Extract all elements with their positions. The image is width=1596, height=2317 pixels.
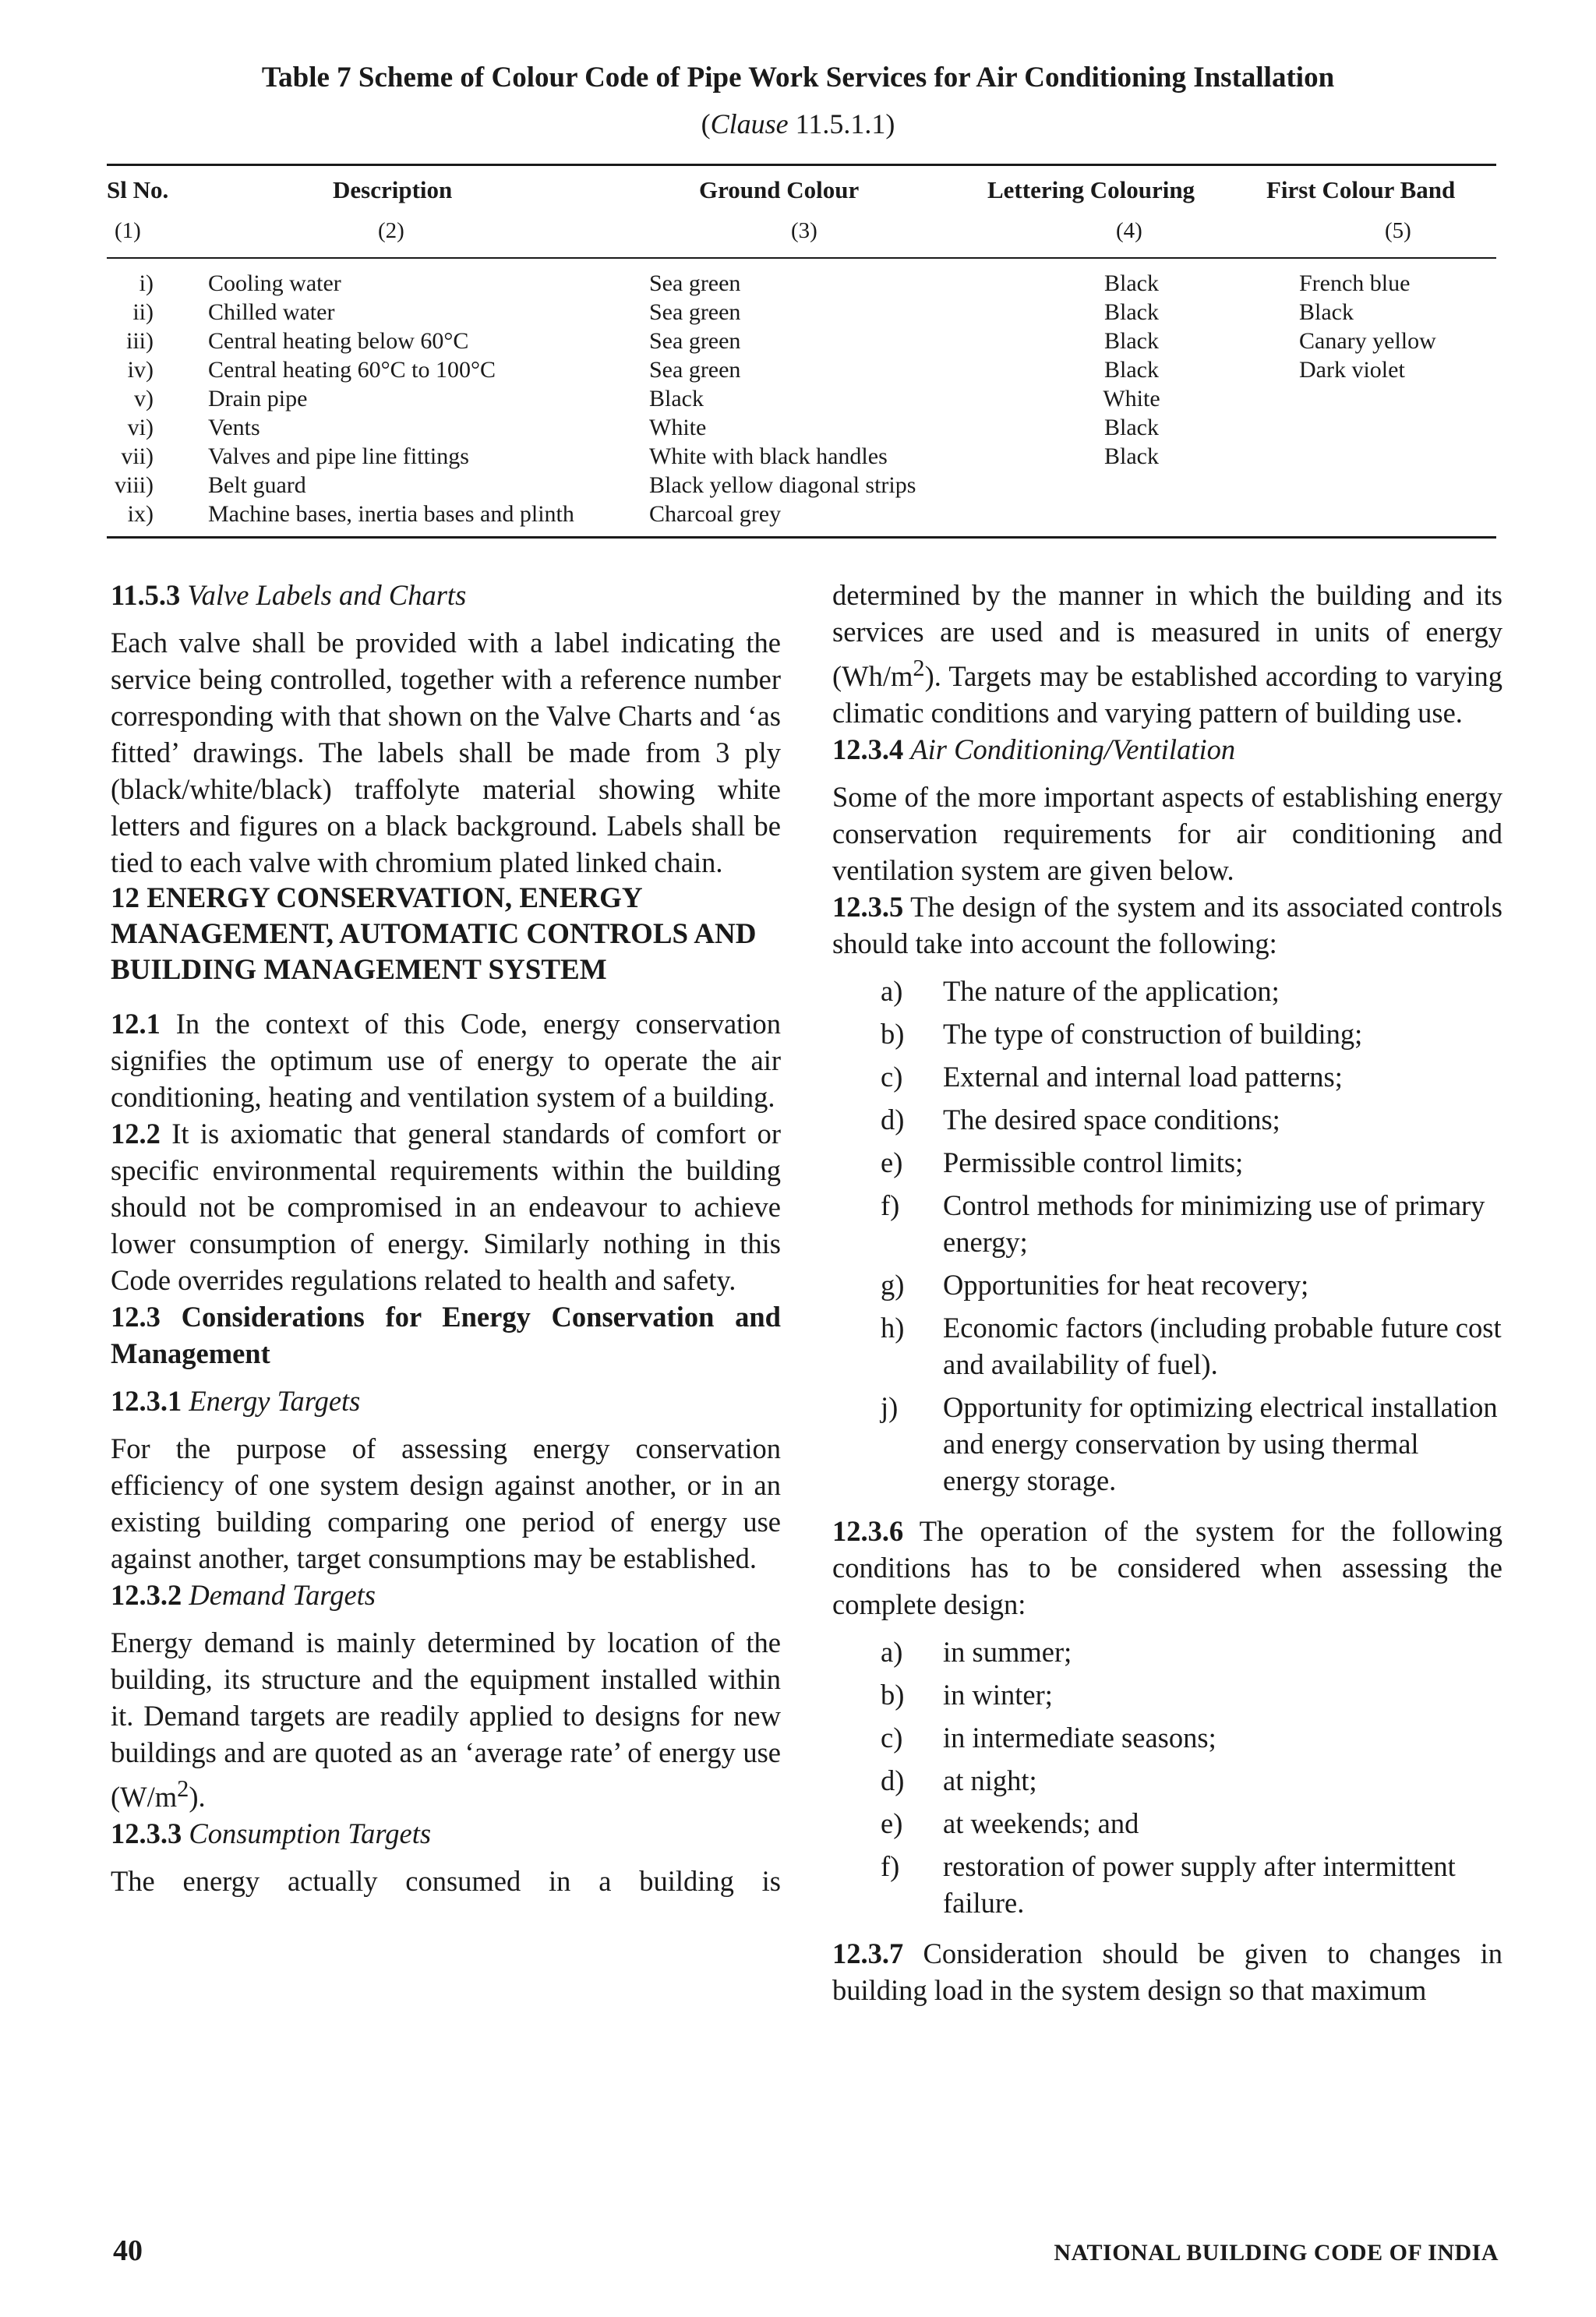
row-sl-no: viii) — [115, 472, 154, 498]
list-item — [832, 1015, 1502, 1052]
row-ground-colour: White with black handles — [649, 443, 888, 469]
list-item-text: in winter; — [943, 1679, 1053, 1711]
row-description: Machine bases, inertia bases and plinth — [208, 501, 574, 527]
col-number-1: (1) — [115, 218, 141, 243]
row-ground-colour: Black yellow diagonal strips — [649, 472, 916, 498]
list-item-label: e) — [881, 1146, 903, 1179]
list-item-text: The type of construction of building; — [943, 1018, 1363, 1051]
row-ground-colour: Sea green — [649, 270, 741, 296]
list-item-label: a) — [881, 975, 903, 1008]
row-description: Central heating 60°C to 100°C — [208, 357, 496, 383]
list-item-text: Control methods for minimizing use of primary energy; — [943, 1189, 1485, 1259]
paragraph-text: In the context of this Code, energy conservation signifies the optimum use of energy to operate the air conditioning, heating and ventilation system of a building. — [111, 1008, 781, 1113]
page-number: 40 — [113, 2234, 143, 2267]
row-sl-no: iii) — [126, 328, 154, 354]
row-description: Central heating below 60°C — [208, 328, 469, 354]
section-12-3-4-heading — [832, 731, 1502, 768]
section-12-3-3-heading — [111, 1815, 781, 1852]
table-row — [107, 471, 1496, 500]
section-title: Valve Labels and Charts — [187, 579, 467, 611]
row-sl-no: vi) — [127, 415, 154, 440]
row-description: Belt guard — [208, 472, 306, 498]
list-item-text: The nature of the application; — [943, 975, 1280, 1008]
table-row — [107, 413, 1496, 442]
design-considerations-list — [832, 973, 1502, 1499]
list-item — [832, 1719, 1502, 1756]
section-number: 12.3.7 — [832, 1937, 904, 1970]
paragraph-text: determined by the manner in which the building and its services are used and is measured in units of energy (Wh/m — [832, 579, 1502, 693]
list-item-text: in intermediate seasons; — [943, 1722, 1216, 1754]
section-title: Demand Targets — [189, 1579, 376, 1611]
superscript: 2 — [913, 655, 925, 681]
section-12-3-2-heading — [111, 1577, 781, 1613]
list-item — [832, 1266, 1502, 1303]
row-ground-colour: Sea green — [649, 299, 741, 325]
section-number: 12.3.6 — [832, 1515, 904, 1548]
list-item-text: at weekends; and — [943, 1807, 1139, 1840]
section-12-3-2-body — [111, 1624, 781, 1815]
section-12-3-5-paragraph — [832, 888, 1502, 962]
list-item-text: The desired space conditions; — [943, 1104, 1280, 1136]
clause-open: ( — [701, 108, 711, 140]
paragraph-text-end: ). — [189, 1781, 206, 1814]
paragraph-text: It is axiomatic that general standards of comfort or specific environmental requirements within the building should not be compromised in an endeavour to achieve lower consumption of energy. Similarly nothing in this Code overrides regulations related to health and safety. — [111, 1118, 781, 1296]
table-row — [107, 327, 1496, 355]
row-sl-no: ix) — [127, 501, 154, 527]
list-item-label: d) — [881, 1764, 905, 1797]
paragraph-text: The operation of the system for the following conditions has to be considered when assessing the complete design: — [832, 1515, 1502, 1621]
list-item — [832, 1144, 1502, 1181]
list-item-label: c) — [881, 1722, 903, 1754]
table-header-rule — [107, 257, 1496, 259]
row-sl-no: ii) — [132, 299, 154, 325]
row-lettering-colour: Black — [1104, 415, 1159, 440]
list-item-label: f) — [881, 1850, 900, 1883]
row-description: Drain pipe — [208, 386, 308, 411]
row-sl-no: iv) — [127, 357, 154, 383]
col-number-4: (4) — [1116, 218, 1142, 243]
row-description: Chilled water — [208, 299, 335, 325]
row-lettering-colour: Black — [1104, 443, 1159, 469]
section-number: 12.3.1 — [111, 1385, 182, 1417]
list-item — [832, 1389, 1502, 1499]
list-item-label: g) — [881, 1269, 905, 1302]
row-lettering-colour: White — [1103, 386, 1160, 411]
superscript: 2 — [177, 1775, 189, 1802]
section-12-3-heading: 12.3 Considerations for Energy Conservation and Management — [111, 1301, 781, 1369]
list-item-text: restoration of power supply after intermittent failure. — [943, 1850, 1456, 1920]
section-title: Energy Targets — [189, 1385, 361, 1417]
list-item-text: at night; — [943, 1764, 1037, 1797]
list-item-text: Permissible control limits; — [943, 1146, 1244, 1179]
list-item — [832, 973, 1502, 1009]
header-sl-no: Sl No. — [107, 176, 169, 203]
table-bottom-rule — [107, 536, 1496, 539]
operating-conditions-list — [832, 1634, 1502, 1921]
list-item — [832, 1676, 1502, 1713]
table-row — [107, 355, 1496, 384]
section-11-5-3-heading — [111, 577, 781, 613]
row-first-colour-band: Dark violet — [1299, 357, 1405, 383]
list-item-text: Opportunity for optimizing electrical installation and energy conservation by using thermal energy storage. — [943, 1391, 1498, 1497]
header-lettering-colouring: Lettering Colouring — [987, 176, 1195, 203]
section-number: 11.5.3 — [111, 579, 181, 611]
list-item-label: j) — [881, 1391, 899, 1424]
row-first-colour-band: Black — [1299, 299, 1354, 325]
list-item-label: d) — [881, 1104, 905, 1136]
section-number: 12.3.3 — [111, 1817, 182, 1850]
paragraph-text: Energy demand is mainly determined by location of the building, its structure and the equipment installed within it. Demand targets are readily applied to designs for new buildings and are quoted as an ‘average rate’ of energy use (W/m — [111, 1626, 781, 1814]
list-item-label: c) — [881, 1061, 903, 1093]
list-item-label: f) — [881, 1189, 900, 1222]
section-12-3-3-body: The energy actually consumed in a building is — [111, 1865, 781, 1898]
list-item — [832, 1762, 1502, 1799]
row-lettering-colour: Black — [1104, 357, 1159, 383]
row-sl-no: i) — [139, 270, 154, 296]
clause-word: Clause — [710, 108, 789, 140]
section-title: Consumption Targets — [189, 1817, 432, 1850]
section-12-heading: 12 ENERGY CONSERVATION, ENERGY MANAGEMENT, AUTOMATIC CONTROLS AND BUILDING MANAGEMENT SYSTEM — [111, 882, 757, 986]
col-number-5: (5) — [1385, 218, 1411, 243]
list-item-label: b) — [881, 1679, 905, 1711]
list-item — [832, 1187, 1502, 1260]
section-12-3-1-body: For the purpose of assessing energy conservation efficiency of one system design against another, or in an existing building comparing one period of energy use against another, target consumptions may be established. — [111, 1432, 781, 1574]
row-ground-colour: White — [649, 415, 707, 440]
list-item-label: b) — [881, 1018, 905, 1051]
table-row — [107, 298, 1496, 327]
table-row — [107, 384, 1496, 413]
section-number: 12.2 — [111, 1118, 161, 1150]
header-description: Description — [333, 176, 453, 203]
list-item-text: Economic factors (including probable future cost and availability of fuel). — [943, 1312, 1502, 1381]
row-description: Cooling water — [208, 270, 341, 296]
paragraph-text: The design of the system and its associated controls should take into account the following: — [832, 891, 1502, 960]
list-item — [832, 1058, 1502, 1095]
row-sl-no: vii) — [121, 443, 154, 469]
publication-title: NATIONAL BUILDING CODE OF INDIA — [1054, 2240, 1499, 2266]
section-12-3-7-paragraph — [832, 1935, 1502, 2008]
row-description: Valves and pipe line fittings — [208, 443, 469, 469]
row-lettering-colour: Black — [1104, 270, 1159, 296]
section-number: 12.3.2 — [111, 1579, 182, 1611]
section-12-1-paragraph — [111, 1005, 781, 1115]
section-number: 12.3.4 — [832, 733, 904, 766]
table-row — [107, 269, 1496, 298]
list-item — [832, 1101, 1502, 1138]
list-item-label: h) — [881, 1312, 905, 1344]
colour-code-table — [107, 0, 1496, 577]
list-item-label: a) — [881, 1636, 903, 1669]
right-text-column — [832, 577, 1502, 2008]
row-ground-colour: Sea green — [649, 357, 741, 383]
table-row — [107, 500, 1496, 528]
col-number-2: (2) — [378, 218, 404, 243]
section-12-2-paragraph — [111, 1115, 781, 1298]
list-item-label: e) — [881, 1807, 903, 1840]
section-12-3-6-paragraph — [832, 1513, 1502, 1623]
row-lettering-colour: Black — [1104, 328, 1159, 354]
col-number-3: (3) — [791, 218, 817, 243]
list-item — [832, 1848, 1502, 1921]
header-ground-colour: Ground Colour — [699, 176, 860, 203]
list-item-text: External and internal load patterns; — [943, 1061, 1343, 1093]
row-first-colour-band: Canary yellow — [1299, 328, 1436, 354]
row-ground-colour: Charcoal grey — [649, 501, 782, 527]
left-text-column — [111, 577, 781, 1899]
section-12-3-1-heading — [111, 1383, 781, 1419]
row-sl-no: v) — [134, 386, 154, 411]
table-title: Table 7 Scheme of Colour Code of Pipe Work Services for Air Conditioning Installation — [261, 62, 1335, 94]
row-first-colour-band: French blue — [1299, 270, 1411, 296]
section-number: 12.3.5 — [832, 891, 904, 924]
list-item-text: in summer; — [943, 1636, 1072, 1669]
section-11-5-3-body: Each valve shall be provided with a label indicating the service being controlled, together with a reference number corresponding with that shown on the Valve Charts and ‘as fitted’ drawings. The labels shall be made from 3 ply (black/white/black) traffolyte material showing white letters and figures on a black background. Labels shall be tied to each valve with chromium plated linked chain. — [111, 627, 781, 878]
header-first-colour-band: First Colour Band — [1266, 176, 1456, 203]
section-12-3-3-continued — [832, 577, 1502, 731]
clause-number: 11.5.1.1) — [788, 108, 895, 140]
row-ground-colour: Black — [649, 386, 704, 411]
section-number: 12.1 — [111, 1008, 161, 1040]
section-12-3-4-body: Some of the more important aspects of establishing energy conservation requirements for air conditioning and ventilation system are given below. — [832, 781, 1502, 887]
paragraph-text-end: ). Targets may be established according to varying climatic conditions and varying pattern of building use. — [832, 660, 1502, 729]
row-ground-colour: Sea green — [649, 328, 741, 354]
section-title: Air Conditioning/Ventilation — [910, 733, 1236, 766]
list-item — [832, 1805, 1502, 1842]
row-description: Vents — [208, 415, 260, 440]
row-lettering-colour: Black — [1104, 299, 1159, 325]
list-item — [832, 1634, 1502, 1670]
list-item — [832, 1309, 1502, 1383]
table-row — [107, 442, 1496, 471]
paragraph-text: Consideration should be given to changes in building load in the system design so that maximum — [832, 1937, 1502, 2007]
list-item-text: Opportunities for heat recovery; — [943, 1269, 1309, 1302]
